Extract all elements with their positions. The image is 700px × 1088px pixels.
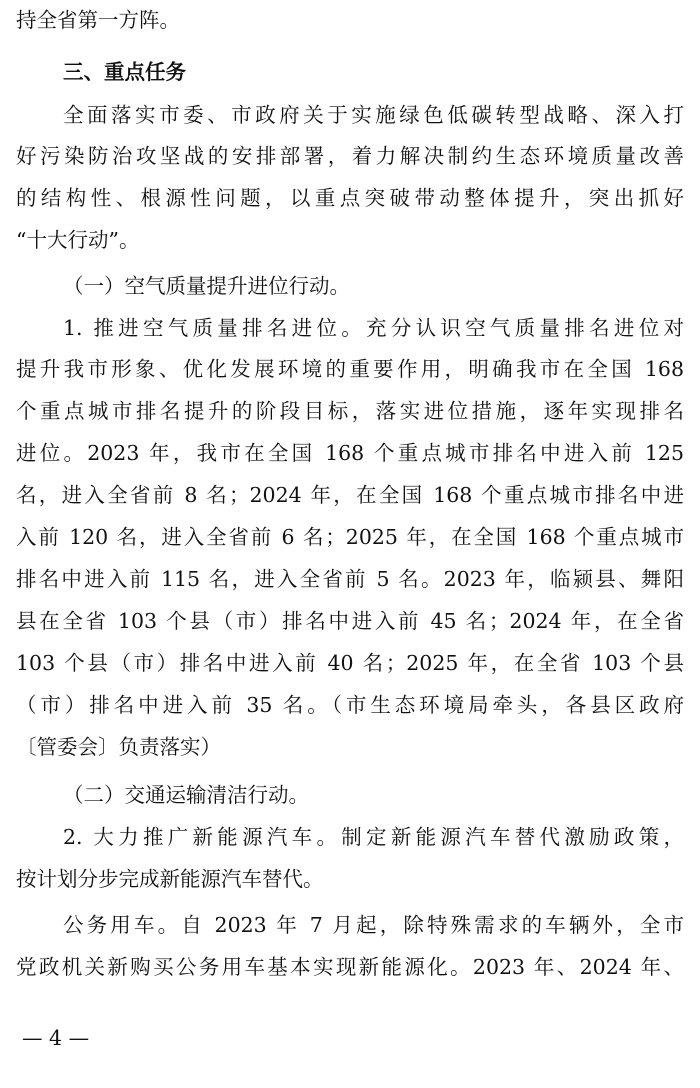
text-line: 公务用车。自 2023 年 7 月起，除特殊需求的车辆外，全市 [63, 913, 684, 937]
text-line: 按计划分步完成新能源汽车替代。 [16, 867, 324, 891]
text-line: 入前 120 名，进入全省前 6 名；2025 年，在全国 168 个重点城市 [16, 525, 684, 549]
text-line: 的结构性、根源性问题，以重点突破带动整体提升，突出抓好 [16, 186, 684, 210]
text-line: 2. 大力推广新能源汽车。制定新能源汽车替代激励政策， [63, 825, 684, 849]
page-number: — 4 — [22, 1026, 90, 1050]
section-heading: 三、重点任务 [63, 60, 186, 84]
text-line: 提升我市形象、优化发展环境的重要作用，明确我市在全国 168 [16, 357, 684, 381]
text-line: 〔管委会〕负责落实） [16, 735, 221, 759]
text-line: 1. 推进空气质量排名进位。充分认识空气质量排名进位对 [63, 316, 684, 340]
text-line: 103 个县（市）排名中进入前 40 名；2025 年，在全省 103 个县 [16, 651, 684, 675]
text-line: 全面落实市委、市政府关于实施绿色低碳转型战略、深入打 [63, 103, 684, 127]
text-line: 名，进入全省前 8 名；2024 年，在全国 168 个重点城市排名中进 [16, 483, 684, 507]
text-line: “十大行动”。 [16, 228, 140, 252]
text-line: 个重点城市排名提升的阶段目标，落实进位措施，逐年实现排名 [16, 399, 684, 423]
text-line: 县在全省 103 个县（市）排名中进入前 45 名；2024 年，在全省 [16, 609, 684, 633]
subsection-heading: （二）交通运输清洁行动。 [63, 783, 309, 807]
text-line: 党政机关新购买公务用车基本实现新能源化。2023 年、2024 年、 [16, 955, 684, 979]
text-line: 进位。2023 年，我市在全国 168 个重点城市排名中进入前 125 [16, 441, 684, 465]
subsection-heading: （一）空气质量提升进位行动。 [63, 274, 350, 298]
text-line: （市）排名中进入前 35 名。（市生态环境局牵头，各县区政府 [16, 693, 684, 717]
text-line: 好污染防治攻坚战的安排部署，着力解决制约生态环境质量改善 [16, 144, 684, 168]
text-line: 持全省第一方阵。 [16, 8, 180, 32]
text-line: 排名中进入前 115 名，进入全省前 5 名。2023 年，临颍县、舞阳 [16, 567, 684, 591]
